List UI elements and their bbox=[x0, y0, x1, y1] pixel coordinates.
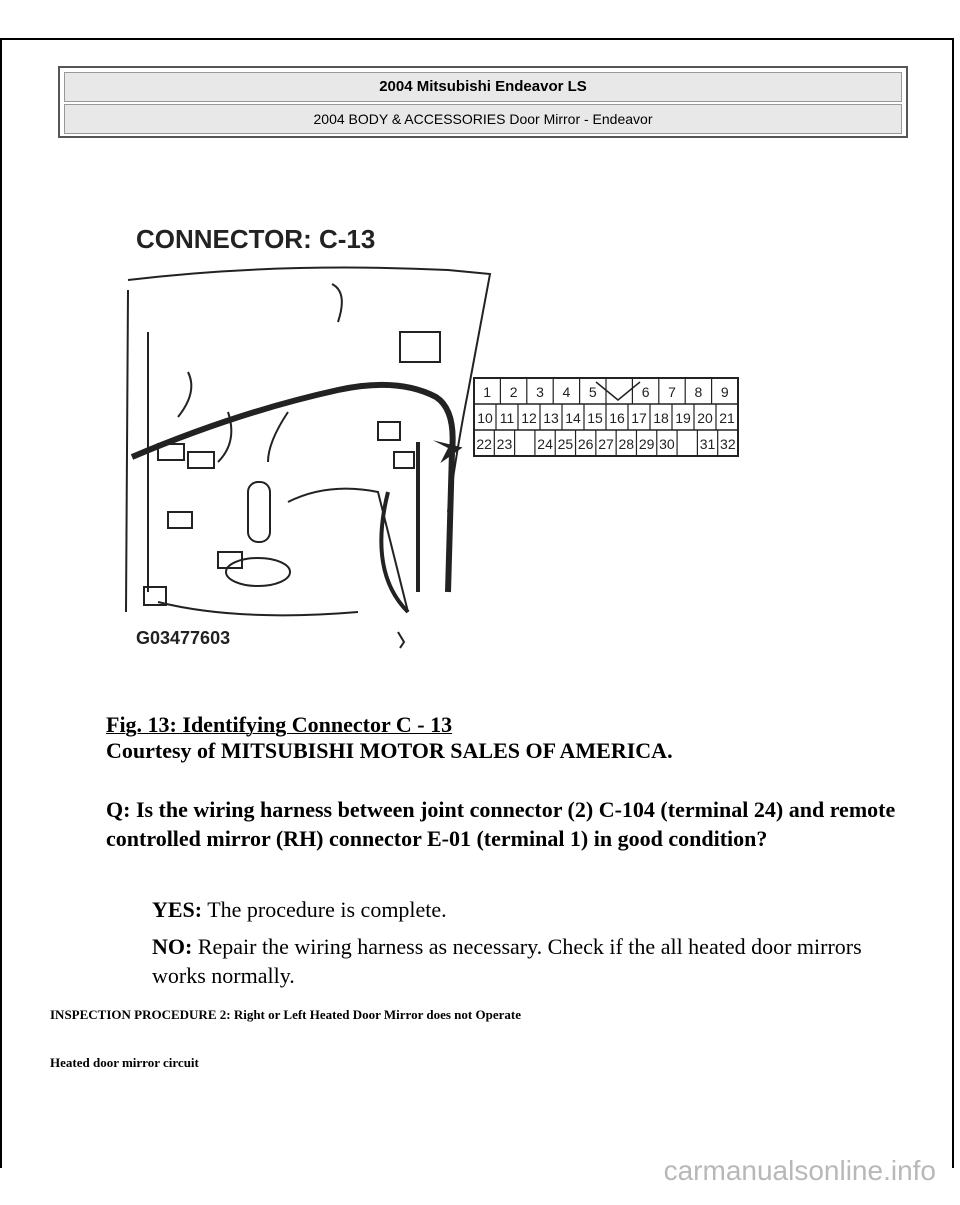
pin-label: 28 bbox=[618, 436, 635, 452]
pin-label: 2 bbox=[509, 384, 518, 400]
pin-label: 21 bbox=[719, 410, 735, 426]
pin-label: 4 bbox=[562, 384, 571, 400]
pin-label: 5 bbox=[588, 384, 597, 400]
pin-label: 7 bbox=[668, 384, 676, 400]
section-subtitle: 2004 BODY & ACCESSORIES Door Mirror - Endeavor bbox=[64, 104, 902, 134]
image-code: G03477603 bbox=[136, 628, 231, 648]
pin-label: 8 bbox=[694, 384, 703, 400]
pin-label: 25 bbox=[557, 436, 574, 452]
procedure-heading: INSPECTION PROCEDURE 2: Right or Left Heated Door Mirror does not Operate bbox=[50, 1007, 521, 1022]
pin-label: 10 bbox=[477, 410, 493, 426]
pin-label: 22 bbox=[476, 436, 492, 452]
answer-no-text: Repair the wiring harness as necessary. Check if the all heated door mirrors works normally. bbox=[152, 934, 862, 988]
pin-label: 31 bbox=[699, 436, 716, 452]
figure-courtesy: Courtesy of MITSUBISHI MOTOR SALES OF AMERICA. bbox=[106, 738, 673, 763]
document-header bbox=[58, 66, 908, 138]
pin-label: 17 bbox=[631, 410, 647, 426]
vehicle-title: 2004 Mitsubishi Endeavor LS bbox=[64, 72, 902, 102]
pin-label: 9 bbox=[720, 384, 729, 400]
figure-title: Fig. 13: Identifying Connector C - 13 bbox=[106, 712, 453, 737]
pin-label: 27 bbox=[598, 436, 614, 452]
connector-diagram bbox=[118, 212, 758, 662]
connector-label: CONNECTOR: C-13 bbox=[136, 224, 376, 254]
pin-label: 16 bbox=[609, 410, 625, 426]
pin-label: 23 bbox=[496, 436, 513, 452]
pin-label: 3 bbox=[536, 384, 544, 400]
answer-yes bbox=[152, 895, 892, 924]
pin-label: 24 bbox=[537, 436, 553, 452]
pin-label: 11 bbox=[499, 410, 515, 426]
pin-label: 15 bbox=[587, 410, 603, 426]
pin-label: 6 bbox=[641, 384, 650, 400]
inspection-question: Q: Is the wiring harness between joint connector (2) C-104 (terminal 24) and remote controlled mirror (RH) connector E-01 (terminal 1) in good condition? bbox=[106, 797, 896, 851]
pin-label: 26 bbox=[577, 436, 594, 452]
pin-label: 12 bbox=[521, 410, 537, 426]
answer-no bbox=[152, 932, 892, 990]
pin-label: 32 bbox=[720, 436, 736, 452]
pin-label: 29 bbox=[638, 436, 655, 452]
pin-label: 13 bbox=[543, 410, 559, 426]
pin-label: 19 bbox=[675, 410, 691, 426]
answer-yes-text: The procedure is complete. bbox=[202, 897, 447, 922]
dashboard-illustration bbox=[126, 268, 490, 648]
pin-label: 14 bbox=[565, 410, 581, 426]
answer-no-label: NO: bbox=[152, 934, 193, 959]
pin-label: 20 bbox=[697, 410, 713, 426]
answer-yes-label: YES: bbox=[152, 897, 203, 922]
connector-figure bbox=[118, 212, 758, 662]
watermark-url: carmanualsonline.info bbox=[663, 1155, 936, 1186]
circuit-heading: Heated door mirror circuit bbox=[50, 1055, 199, 1070]
pin-label: 18 bbox=[653, 410, 669, 426]
pin-label: 1 bbox=[483, 384, 492, 400]
pinout-grid bbox=[474, 378, 738, 456]
pin-label: 30 bbox=[659, 436, 675, 452]
